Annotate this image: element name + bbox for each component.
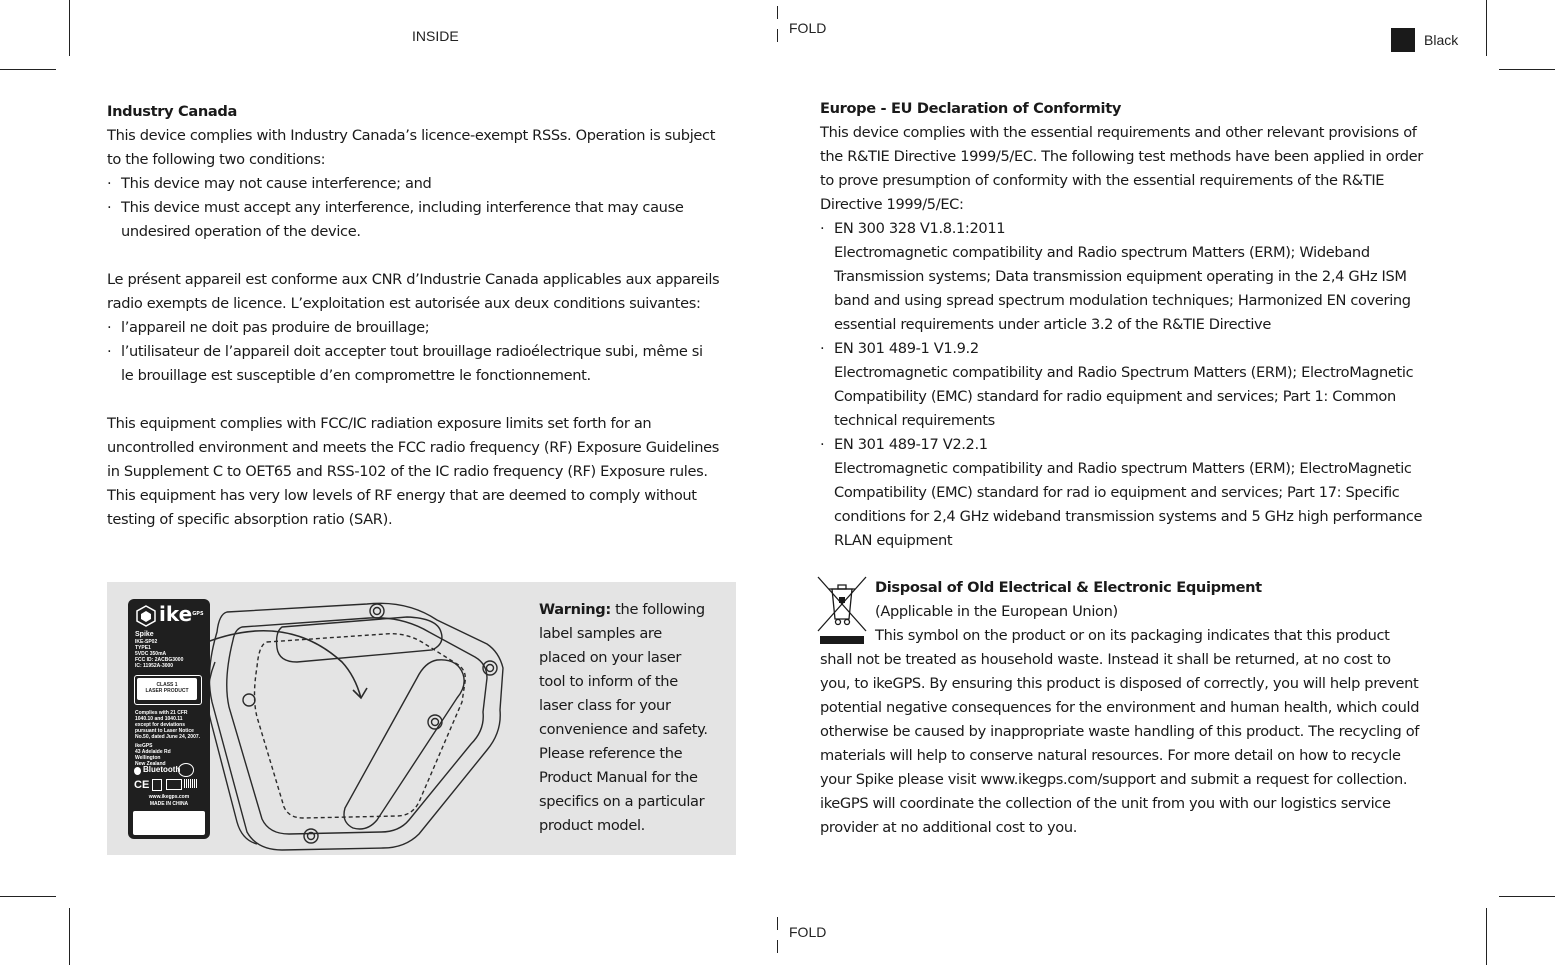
weee-small-icon	[152, 779, 162, 791]
warning-lead: Warning:	[539, 601, 611, 618]
text-line: specifics on a particular	[539, 793, 705, 810]
industry-canada-title: Industry Canada	[107, 103, 237, 120]
text-line: le brouillage est susceptible d’en compromettre le fonctionnement.	[121, 367, 591, 384]
text-line: Please reference the	[539, 745, 683, 762]
label-line: IKE-SP02	[135, 639, 158, 645]
text-line: Le présent appareil est conforme aux CNR d’Industrie Canada applicables aux appareils	[107, 271, 720, 288]
crop-mark	[69, 908, 70, 965]
laser-class-box	[134, 675, 202, 705]
label-made-in: MADE IN CHINA	[149, 801, 189, 807]
label-address	[135, 743, 171, 767]
crop-mark	[0, 69, 56, 70]
text-line: you, to ikeGPS. By ensuring this product is disposed of correctly, you will help prevent	[820, 675, 1419, 692]
bluetooth-label: Bluetooth	[143, 765, 181, 774]
text-line: label samples are	[539, 625, 662, 642]
color-name: Black	[1424, 32, 1459, 48]
fold-mark	[777, 6, 778, 19]
standard-code: EN 301 489-1 V1.9.2	[834, 340, 979, 357]
text-line: uncontrolled environment and meets the FCC radio frequency (RF) Exposure Guidelines	[107, 439, 720, 456]
text-line: to the following two conditions:	[107, 151, 326, 168]
text-line: Directive 1999/5/EC:	[820, 196, 964, 213]
bullet-item	[107, 316, 747, 340]
bullet-mark: ·	[107, 319, 112, 336]
laser-class: CLASS 1	[156, 682, 178, 688]
text-line: otherwise be caused by inappropriate waste handling of this product. The recycling of	[820, 723, 1420, 740]
barcode-icon	[184, 779, 198, 788]
text-line: in Supplement C to OET65 and RSS-102 of the IC radio frequency (RF) Exposure rules.	[107, 463, 708, 480]
label-compliance	[135, 710, 200, 740]
text-line: essential requirements under article 3.2 of the R&TIE Directive	[834, 316, 1271, 333]
bullet-item	[107, 340, 747, 388]
fold-mark	[777, 29, 778, 42]
bullet-item	[107, 196, 747, 244]
bullet-mark: ·	[107, 199, 112, 216]
text-line: laser class for your	[539, 697, 671, 714]
text-line: to prove presumption of conformity with the essential requirements of the R&TIE	[820, 172, 1385, 189]
inside-marker: INSIDE	[412, 28, 459, 44]
fold-marker-bottom: FOLD	[789, 924, 827, 940]
standard-item	[820, 433, 1470, 553]
text-line: technical requirements	[834, 412, 995, 429]
text-line: Compatibility (EMC) standard for rad io equipment and services; Part 17: Specific	[834, 484, 1400, 501]
text-line: RLAN equipment	[834, 532, 953, 549]
crop-mark	[1486, 908, 1487, 965]
text-line: This device must accept any interference, including interference that may cause	[121, 199, 684, 216]
text-line: This symbol on the product or on its packaging indicates that this product	[875, 627, 1390, 644]
label-line: IC: 11952A-3000	[135, 663, 174, 669]
crop-mark	[1499, 896, 1555, 897]
disposal-subtitle: (Applicable in the European Union)	[875, 603, 1118, 620]
text-line: shall not be treated as household waste. Instead it shall be returned, at no cost to	[820, 651, 1391, 668]
text-line: placed on your laser	[539, 649, 682, 666]
text-line: l’utilisateur de l’appareil doit accepter tout brouillage radioélectrique subi, même si	[121, 343, 703, 360]
text-line: l’appareil ne doit pas produire de brouillage;	[121, 319, 430, 336]
text-line: potential negative consequences for the environment and human health, which could	[820, 699, 1420, 716]
right-column	[820, 97, 1470, 553]
label-line: 43 Adelaide Rd	[135, 749, 171, 755]
text-line: product model.	[539, 817, 645, 834]
label-line: TYPE1	[135, 645, 151, 651]
label-line: No.50, dated June 24, 2007.	[135, 734, 201, 740]
label-line: Complies with 21 CFR	[135, 710, 188, 716]
label-line: Spike	[135, 631, 154, 638]
disposal-title: Disposal of Old Electrical & Electronic Equipment	[875, 579, 1262, 596]
ike-logo-icon	[136, 605, 156, 627]
device-label	[128, 599, 210, 839]
text-line: convenience and safety.	[539, 721, 708, 738]
crop-mark	[69, 0, 70, 56]
bullet-mark: ·	[820, 340, 825, 357]
eu-declaration-title: Europe - EU Declaration of Conformity	[820, 100, 1121, 117]
label-line: FCC ID: 2ACBG3000	[135, 657, 184, 663]
warning-text	[539, 598, 729, 838]
text-line: testing of specific absorption ratio (SAR).	[107, 511, 393, 528]
label-line: pursuant to Laser Notice	[135, 728, 194, 734]
label-blank-area	[133, 811, 205, 835]
text-line: This device complies with the essential requirements and other relevant provisions of	[820, 124, 1417, 141]
bluetooth-icon	[134, 767, 141, 775]
bullet-mark: ·	[820, 220, 825, 237]
standard-item	[820, 337, 1470, 433]
label-line: ikeGPS	[135, 743, 153, 749]
label-sample-panel	[107, 582, 736, 855]
text-line: ikeGPS will coordinate the collection of the unit from you with our logistics service	[820, 795, 1391, 812]
label-brand-name: ike	[159, 602, 193, 626]
standard-item	[820, 217, 1470, 337]
text-line: Transmission systems; Data transmission equipment operating in the 2,4 GHz ISM	[834, 268, 1407, 285]
bullet-mark: ·	[107, 175, 112, 192]
text-line: Electromagnetic compatibility and Radio spectrum Matters (ERM); Wideband	[834, 244, 1370, 261]
text-line: band and using spread spectrum modulation techniques; Harmonized EN covering	[834, 292, 1411, 309]
bullet-mark: ·	[820, 436, 825, 453]
label-brand-sup: GPS	[192, 611, 204, 617]
text-line: undesired operation of the device.	[121, 223, 361, 240]
text-line: Product Manual for the	[539, 769, 698, 786]
label-line: 1040.10 and 1040.11	[135, 716, 183, 722]
text-line: radio exempts de licence. L’exploitation est autorisée aux deux conditions suivantes:	[107, 295, 701, 312]
text-line: Compatibility (EMC) standard for radio equipment and services; Part 1: Common	[834, 388, 1396, 405]
crop-mark	[1499, 69, 1555, 70]
text-line: Electromagnetic compatibility and Radio Spectrum Matters (ERM); ElectroMagnetic	[834, 364, 1414, 381]
text-line: your Spike please visit www.ikegps.com/support and submit a request for collection.	[820, 771, 1408, 788]
cert-mark-icon	[166, 779, 182, 790]
bullet-item	[107, 172, 747, 196]
laser-product: LASER PRODUCT	[145, 688, 189, 694]
label-brand	[159, 603, 204, 625]
fold-mark	[777, 917, 778, 930]
text-line: This equipment complies with FCC/IC radiation exposure limits set forth for an	[107, 415, 652, 432]
left-column	[107, 100, 747, 532]
ul-mark-icon	[178, 763, 194, 777]
disposal-section	[820, 576, 1470, 840]
text-line: This equipment has very low levels of RF energy that are deemed to comply without	[107, 487, 697, 504]
crop-mark	[0, 896, 56, 897]
fold-marker-top: FOLD	[789, 20, 827, 36]
label-website: www.ikegps.com	[148, 794, 190, 800]
fold-mark	[777, 940, 778, 953]
text-line: This device complies with Industry Canada’s licence-exempt RSSs. Operation is subject	[107, 127, 716, 144]
crop-mark	[1486, 0, 1487, 56]
text-line: This device may not cause interference; and	[121, 175, 432, 192]
label-line: New Zealand	[135, 761, 166, 767]
text-line: Electromagnetic compatibility and Radio spectrum Matters (ERM); ElectroMagnetic	[834, 460, 1412, 477]
text-line: tool to inform of the	[539, 673, 678, 690]
text-line: the R&TIE Directive 1999/5/EC. The following test methods have been applied in order	[820, 148, 1423, 165]
label-line: except for deviations	[135, 722, 186, 728]
text-line: the following	[610, 601, 705, 618]
standard-code: EN 301 489-17 V2.2.1	[834, 436, 988, 453]
text-line: provider at no additional cost to you.	[820, 819, 1078, 836]
label-spec	[135, 631, 183, 669]
bullet-mark: ·	[107, 343, 112, 360]
ce-mark: CE	[134, 779, 150, 791]
label-line: 5VDC 350mA	[135, 651, 167, 657]
text-line: conditions for 2,4 GHz wideband transmission systems and 5 GHz high performance	[834, 508, 1423, 525]
color-swatch	[1391, 28, 1415, 52]
standard-code: EN 300 328 V1.8.1:2011	[834, 220, 1006, 237]
label-line: Wellington	[135, 755, 161, 761]
text-line: materials will help to conserve natural resources. For more detail on how to recycle	[820, 747, 1401, 764]
